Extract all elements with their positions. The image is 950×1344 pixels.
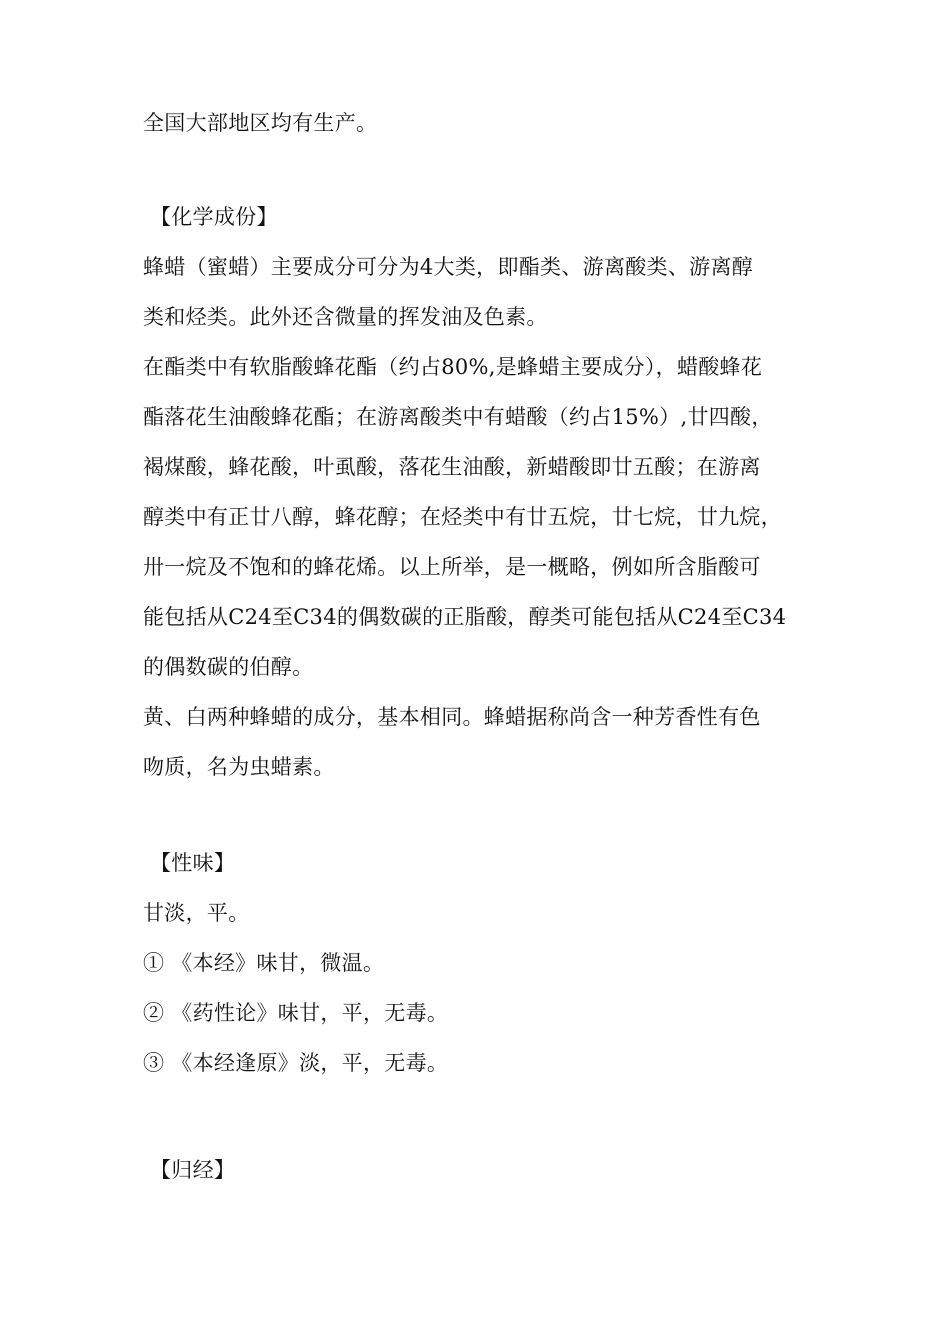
nature-line-3: ② 《药性论》味甘，平，无毒。 xyxy=(143,1001,449,1025)
chemical-line-8: 能包括从C24至C34的偶数碳的正脂酸，醇类可能包括从C24至C34 xyxy=(143,605,787,629)
chemical-line-9: 的偶数碳的伯醇。 xyxy=(143,655,314,679)
chemical-line-10: 黄、白两种蜂蜡的成分，基本相同。蜂蜡据称尚含一种芳香性有色 xyxy=(143,705,761,729)
chemical-line-11: 吻质，名为虫蜡素。 xyxy=(143,755,335,779)
nature-line-1: 甘淡，平。 xyxy=(143,901,250,925)
chemical-line-3: 在酯类中有软脂酸蜂花酯（约占80%,是蜂蜡主要成分），蜡酸蜂花 xyxy=(143,355,763,379)
nature-line-2: ① 《本经》味甘，微温。 xyxy=(143,951,385,975)
chemical-line-4: 酯落花生油酸蜂花酯；在游离酸类中有蜡酸（约占15%）,廿四酸， xyxy=(143,405,773,429)
section-heading-nature: 【性味】 xyxy=(150,851,236,875)
chemical-line-2: 类和烃类。此外还含微量的挥发油及色素。 xyxy=(143,305,548,329)
section-heading-meridian: 【归经】 xyxy=(150,1158,236,1182)
section-heading-chemical: 【化学成份】 xyxy=(150,205,278,229)
chemical-line-5: 褐煤酸，蜂花酸，叶虱酸，落花生油酸，新蜡酸即廿五酸；在游离 xyxy=(143,455,761,479)
chemical-line-1: 蜂蜡（蜜蜡）主要成分可分为4大类，即酯类、游离酸类、游离醇 xyxy=(143,255,754,279)
intro-text: 全国大部地区均有生产。 xyxy=(143,111,378,135)
nature-line-4: ③ 《本经逢原》淡，平，无毒。 xyxy=(143,1051,449,1075)
chemical-line-6: 醇类中有正廿八醇，蜂花醇；在烃类中有廿五烷，廿七烷，廿九烷， xyxy=(143,505,782,529)
chemical-line-7: 卅一烷及不饱和的蜂花烯。以上所举，是一概略，例如所含脂酸可 xyxy=(143,555,761,579)
